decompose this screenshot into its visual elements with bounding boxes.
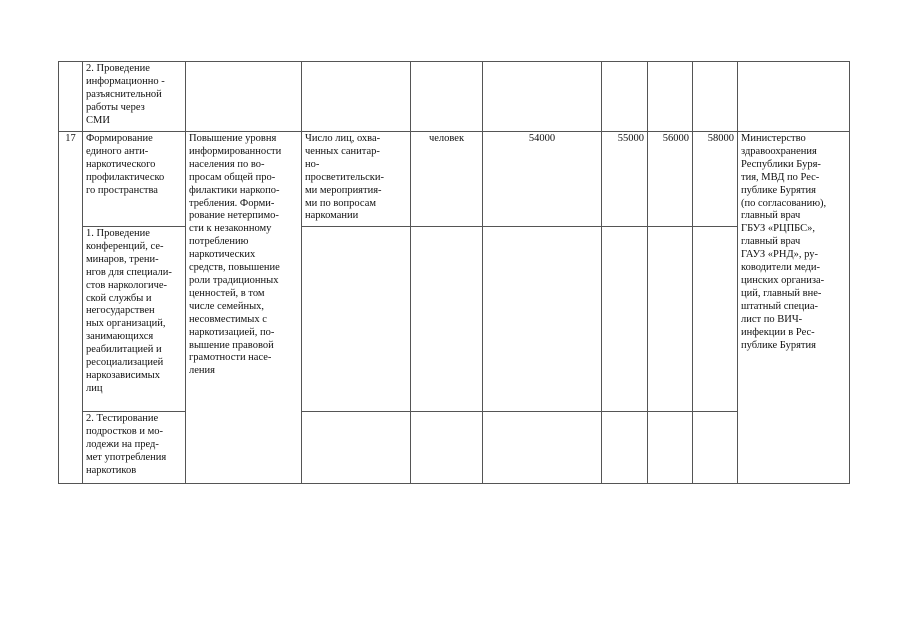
activity-cell: 1. Проведение конференций, се- минаров, трени- нгов для специали- стов наркологиче- ской службы и негосударствен ных организаций, занимающихся реабилитацией и ресоциализацией наркозависимых лиц [83,227,186,412]
responsible-cell: Министерство здравоохранения Республики Буря- тия, МВД по Рес- публике Бурятия (по согласованию), главный врач ГБУЗ «РЦПБС», главный врач ГАУЗ «РНД», ру- ководители меди- цинских организа- ций, главный вне- штатный специа- лист по ВИЧ- инфекции в Рес- публике Бурятия [738,132,850,484]
value-cell [648,412,693,484]
value-cell [483,412,602,484]
value-cell-4: 58000 [693,132,738,227]
row-number-cell: 17 [59,132,83,484]
table-row [59,412,850,484]
value-cell [648,62,693,132]
activity-cell: 2. Проведение информационно - разъяснительной работы через СМИ [83,62,186,132]
value-cell [693,227,738,412]
unit-cell [411,412,483,484]
value-cell [602,62,648,132]
table-row [59,227,850,412]
value-cell [483,227,602,412]
value-cell [602,227,648,412]
value-cell-2: 55000 [602,132,648,227]
row-number-cell [59,62,83,132]
value-cell [483,62,602,132]
value-cell [693,62,738,132]
value-cell [693,412,738,484]
program-table [58,61,850,484]
activity-cell: 2. Тестирование подростков и мо- лодежи на пред- мет употребления наркотиков [83,412,186,484]
goal-cell: Повышение уровня информированности населения по во- просам общей про- филактики наркопо- требления. Форми- рование нетерпимо- сти к незаконному потреблению наркотических средств, повышение роли традиционных ценностей, в том числе семейных, несовместимых с наркотизацией, по- вышение правовой грамотности насе- ления [186,132,302,484]
indicator-cell: Число лиц, охва- ченных санитар- но- просветительски- ми мероприятия- ми по вопросам наркомании [302,132,411,227]
value-cell [648,227,693,412]
unit-cell [411,62,483,132]
value-cell [602,412,648,484]
table-row [59,62,850,132]
value-cell-3: 56000 [648,132,693,227]
value-cell-1: 54000 [483,132,602,227]
unit-cell: человек [411,132,483,227]
goal-cell [186,62,302,132]
responsible-cell [738,62,850,132]
indicator-cell [302,412,411,484]
indicator-cell [302,62,411,132]
indicator-cell [302,227,411,412]
activity-title-cell: Формирование единого анти- наркотического профилактическо го пространства [83,132,186,227]
table-row [59,132,850,227]
unit-cell [411,227,483,412]
